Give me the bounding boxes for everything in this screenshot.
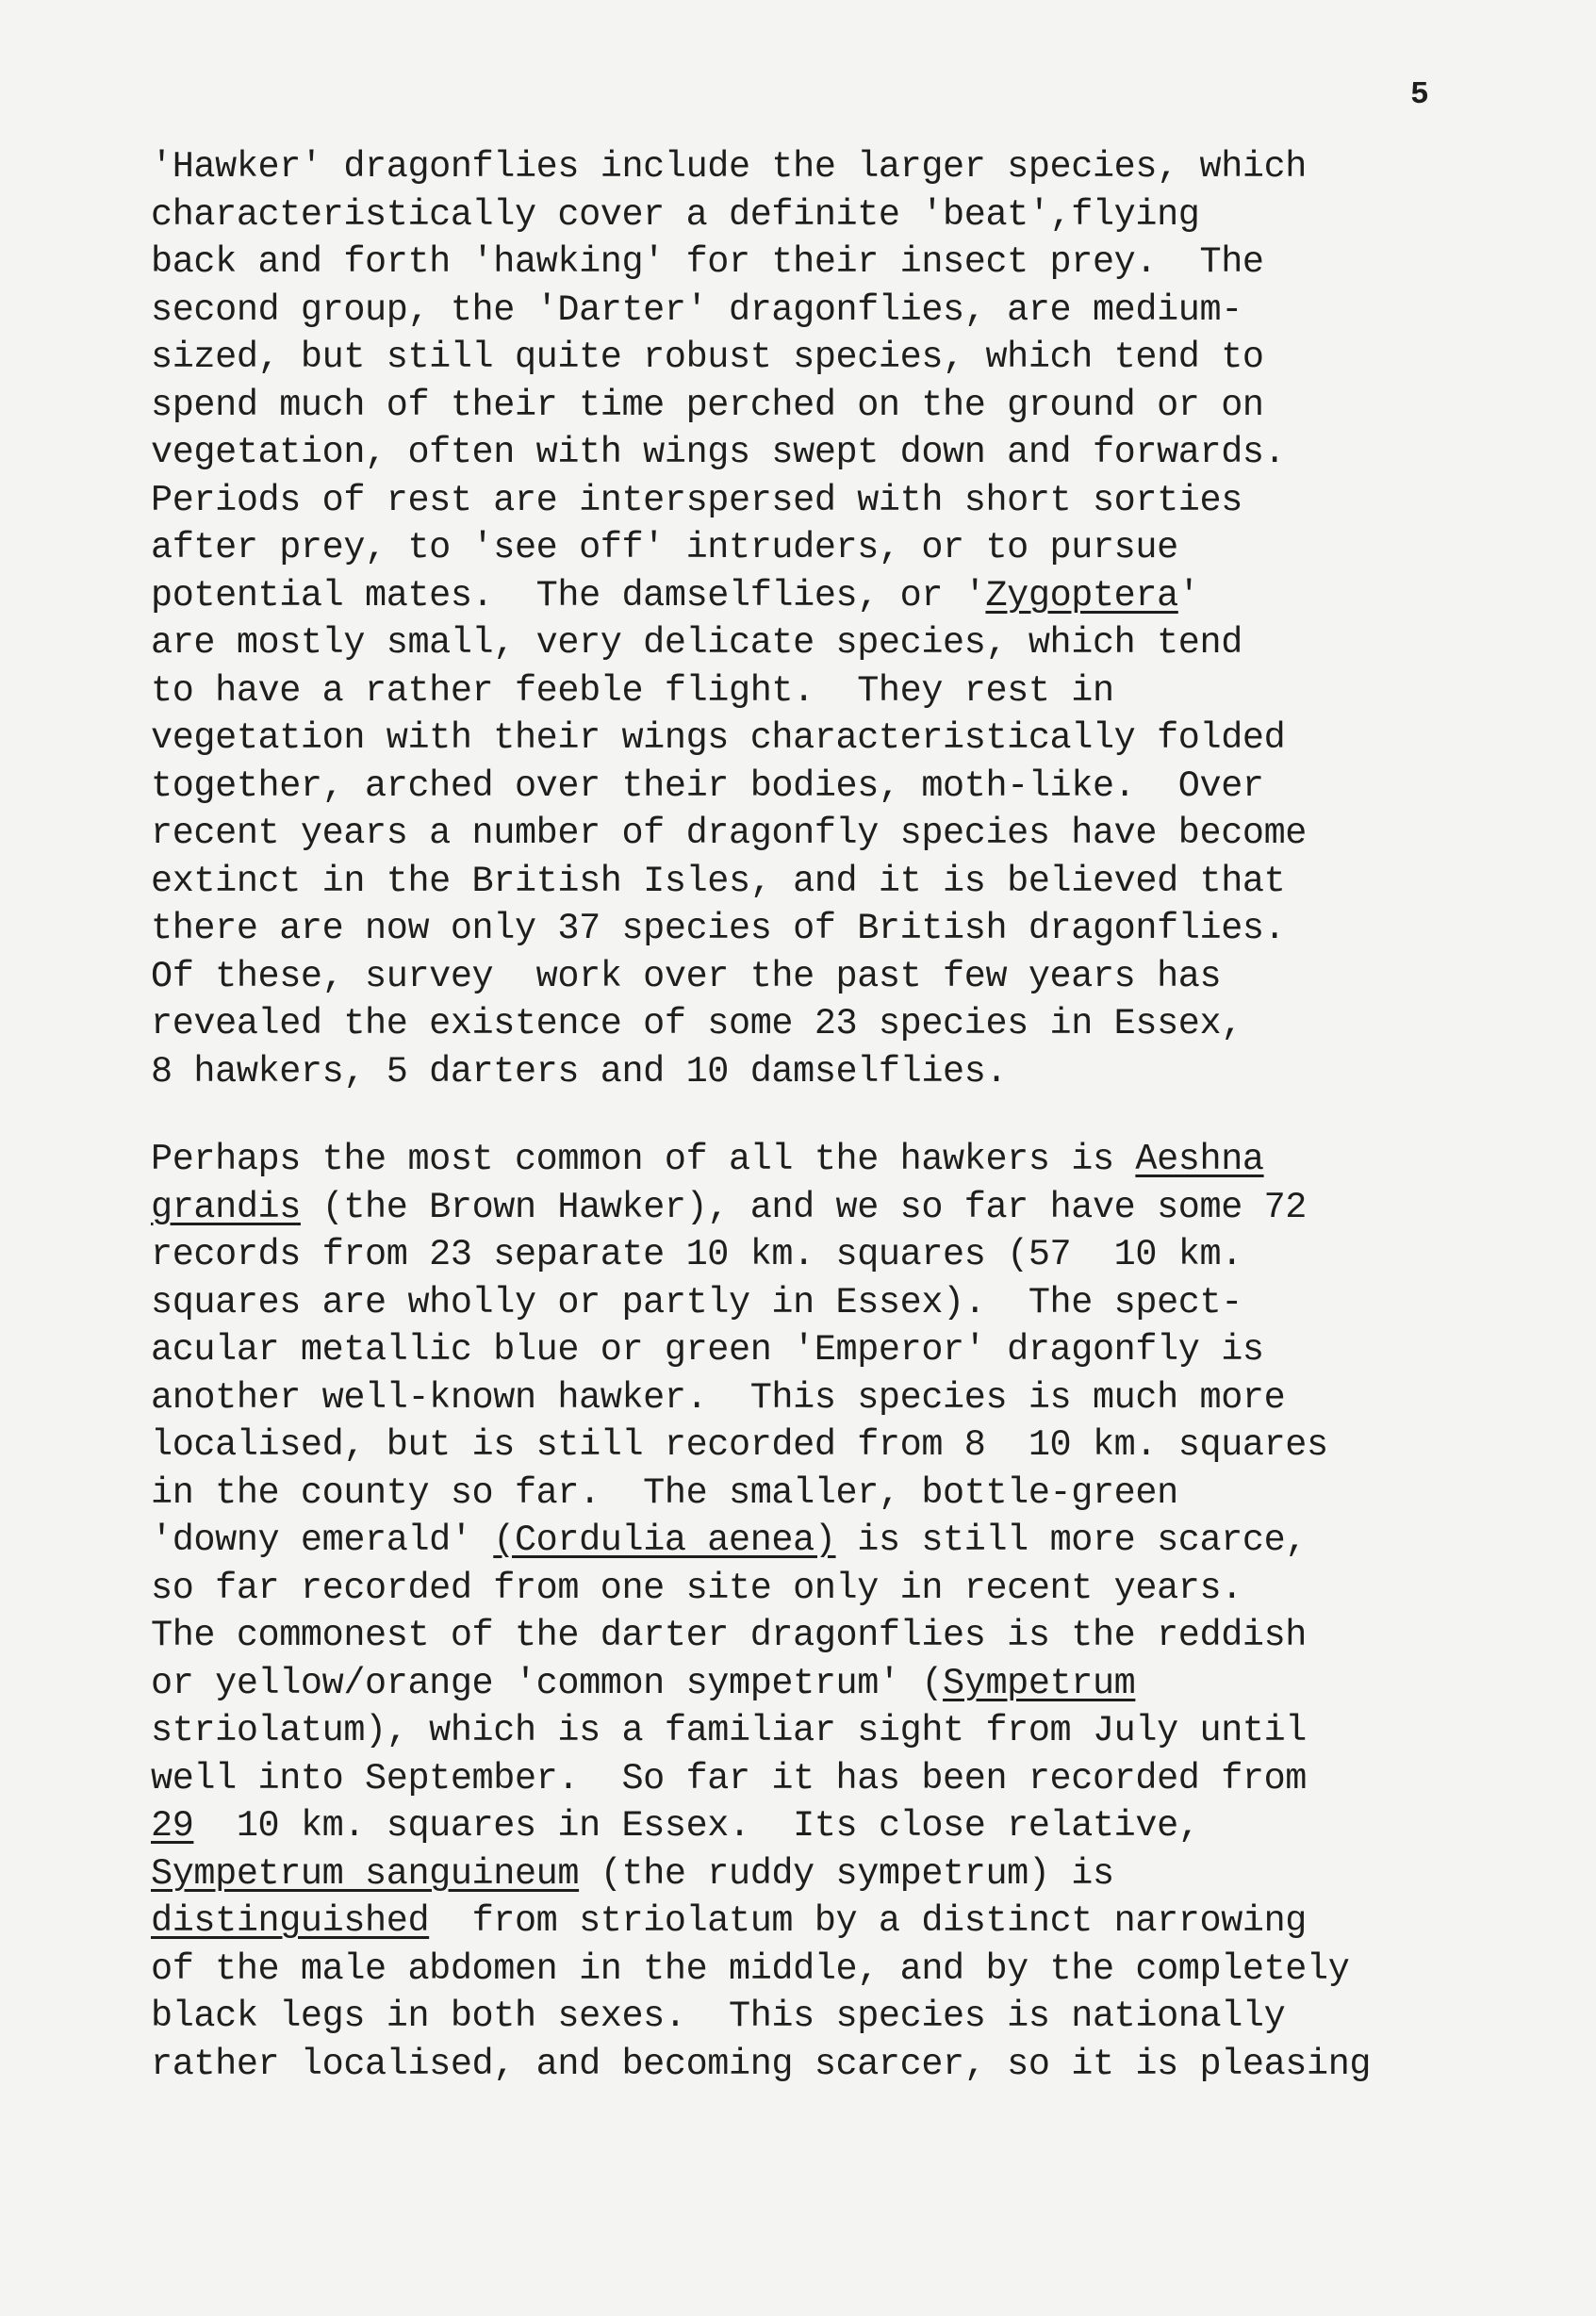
text-line: [151, 287, 1307, 335]
text-line: [151, 1946, 1371, 1994]
line-text: recent years a number of dragonfly species have become: [151, 813, 1308, 854]
text-line: [151, 382, 1307, 430]
text-line: [151, 1470, 1371, 1518]
line-text: localised, but is still recorded from 8 10 km. squares: [151, 1424, 1328, 1466]
text-line: [151, 334, 1307, 382]
line-text: revealed the existence of some 23 species in Essex,: [151, 1003, 1242, 1044]
line-text: striolatum), which is a familiar sight from July until: [151, 1710, 1308, 1751]
text-line: [151, 1517, 1371, 1565]
line-text: rather localised, and becoming scarcer, so it is pleasing: [151, 2043, 1372, 2085]
text-line: [151, 1755, 1371, 1803]
line-text: 8 hawkers, 5 darters and 10 damselflies.: [151, 1050, 1008, 1092]
line-text: vegetation with their wings characteristically folded: [151, 717, 1286, 759]
text-line: [151, 1279, 1371, 1327]
text-line: [151, 1802, 1371, 1850]
line-text: Of these, survey work over the past few years has: [151, 955, 1222, 997]
text-line: [151, 477, 1307, 525]
underlined-term: Zygoptera: [985, 574, 1178, 616]
text-line: [151, 715, 1307, 763]
text-line: [151, 1707, 1371, 1755]
text-line: [151, 429, 1307, 477]
line-text: there are now only 37 species of British dragonflies.: [151, 908, 1286, 949]
line-text: are mostly small, very delicate species, which tend: [151, 622, 1242, 664]
line-text: (the Brown Hawker), and we so far have some 72: [300, 1186, 1308, 1228]
line-text: after prey, to 'see off' intruders, or to pursue: [151, 527, 1178, 568]
line-text: Perhaps the most common of all the hawkers is: [151, 1139, 1136, 1180]
line-text: another well-known hawker. This species is much more: [151, 1376, 1286, 1419]
text-line: [151, 953, 1307, 1001]
paragraph-species-records: [151, 1136, 1371, 2088]
text-line: [151, 1231, 1371, 1279]
text-line: [151, 143, 1307, 191]
line-text: 'downy emerald': [151, 1519, 494, 1561]
line-text: of the male abdomen in the middle, and by the completely: [151, 1947, 1350, 1990]
underlined-term: distinguished: [151, 1900, 430, 1942]
text-line: [151, 1374, 1371, 1422]
line-text: spend much of their time perched on the ground or on: [151, 384, 1264, 426]
text-line: [151, 1850, 1371, 1898]
line-text: records from 23 separate 10 km. squares (57 10 km.: [151, 1234, 1242, 1275]
text-line: [151, 763, 1307, 811]
text-line: [151, 2041, 1371, 2089]
line-text: ': [1177, 574, 1200, 616]
line-text: second group, the 'Darter' dragonflies, are medium-: [151, 288, 1242, 331]
text-line: [151, 1993, 1371, 2041]
text-line: [151, 1565, 1371, 1613]
line-text: back and forth 'hawking' for their insect prey. The: [151, 241, 1264, 283]
line-text: together, arched over their bodies, moth-like. Over: [151, 764, 1264, 807]
page-number: 5: [1410, 77, 1429, 112]
text-line: [151, 1612, 1371, 1660]
underlined-term: Aeshna: [1135, 1139, 1264, 1180]
line-text: to have a rather feeble flight. They rest in: [151, 669, 1114, 712]
paragraph-hawkers-darters: [151, 143, 1307, 1095]
text-line: [151, 1421, 1371, 1470]
text-line: [151, 524, 1307, 572]
line-text: sized, but still quite robust species, which tend to: [151, 337, 1264, 378]
text-line: [151, 667, 1307, 715]
line-text: vegetation, often with wings swept down and forwards.: [151, 432, 1286, 473]
text-line: [151, 191, 1307, 239]
line-text: black legs in both sexes. This species is nationally: [151, 1996, 1286, 2037]
line-text: squares are wholly or partly in Essex). The spect-: [151, 1281, 1242, 1323]
line-text: potential mates. The damselflies, or ': [151, 574, 986, 616]
line-text: so far recorded from one site only in recent years.: [151, 1567, 1242, 1609]
line-text: 'Hawker' dragonflies include the larger species, which: [151, 146, 1308, 188]
text-line: [151, 1184, 1371, 1232]
line-text: 10 km. squares in Essex. Its close relative,: [193, 1805, 1200, 1847]
text-line: [151, 1048, 1307, 1096]
line-text: (the ruddy sympetrum) is: [579, 1852, 1114, 1895]
line-text: The commonest of the darter dragonflies is the reddish: [151, 1615, 1308, 1656]
line-text: characteristically cover a definite 'beat',flying: [151, 193, 1200, 236]
text-line: [151, 238, 1307, 287]
text-line: [151, 810, 1307, 858]
text-line: [151, 619, 1307, 667]
line-text: is still more scarce,: [835, 1519, 1308, 1561]
underlined-term: Sympetrum sanguineum: [151, 1852, 580, 1895]
text-line: [151, 1897, 1371, 1946]
line-text: acular metallic blue or green 'Emperor' dragonfly is: [151, 1329, 1264, 1371]
line-text: or yellow/orange 'common sympetrum' (: [151, 1662, 944, 1704]
underlined-term: Sympetrum: [943, 1662, 1136, 1704]
underlined-term: 29: [151, 1805, 194, 1847]
text-line: [151, 1136, 1371, 1184]
underlined-term: grandis: [151, 1186, 301, 1228]
text-line: [151, 1660, 1371, 1708]
line-text: in the county so far. The smaller, bottle-green: [151, 1471, 1178, 1514]
text-line: [151, 572, 1307, 620]
text-line: [151, 1000, 1307, 1048]
line-text: extinct in the British Isles, and it is believed that: [151, 860, 1286, 902]
text-line: [151, 858, 1307, 906]
underlined-term: (Cordulia aenea): [493, 1519, 836, 1561]
line-text: Periods of rest are interspersed with short sorties: [151, 479, 1242, 521]
text-line: [151, 905, 1307, 953]
text-line: [151, 1326, 1371, 1374]
line-text: well into September. So far it has been recorded from: [151, 1757, 1308, 1799]
line-text: from striolatum by a distinct narrowing: [429, 1900, 1308, 1942]
